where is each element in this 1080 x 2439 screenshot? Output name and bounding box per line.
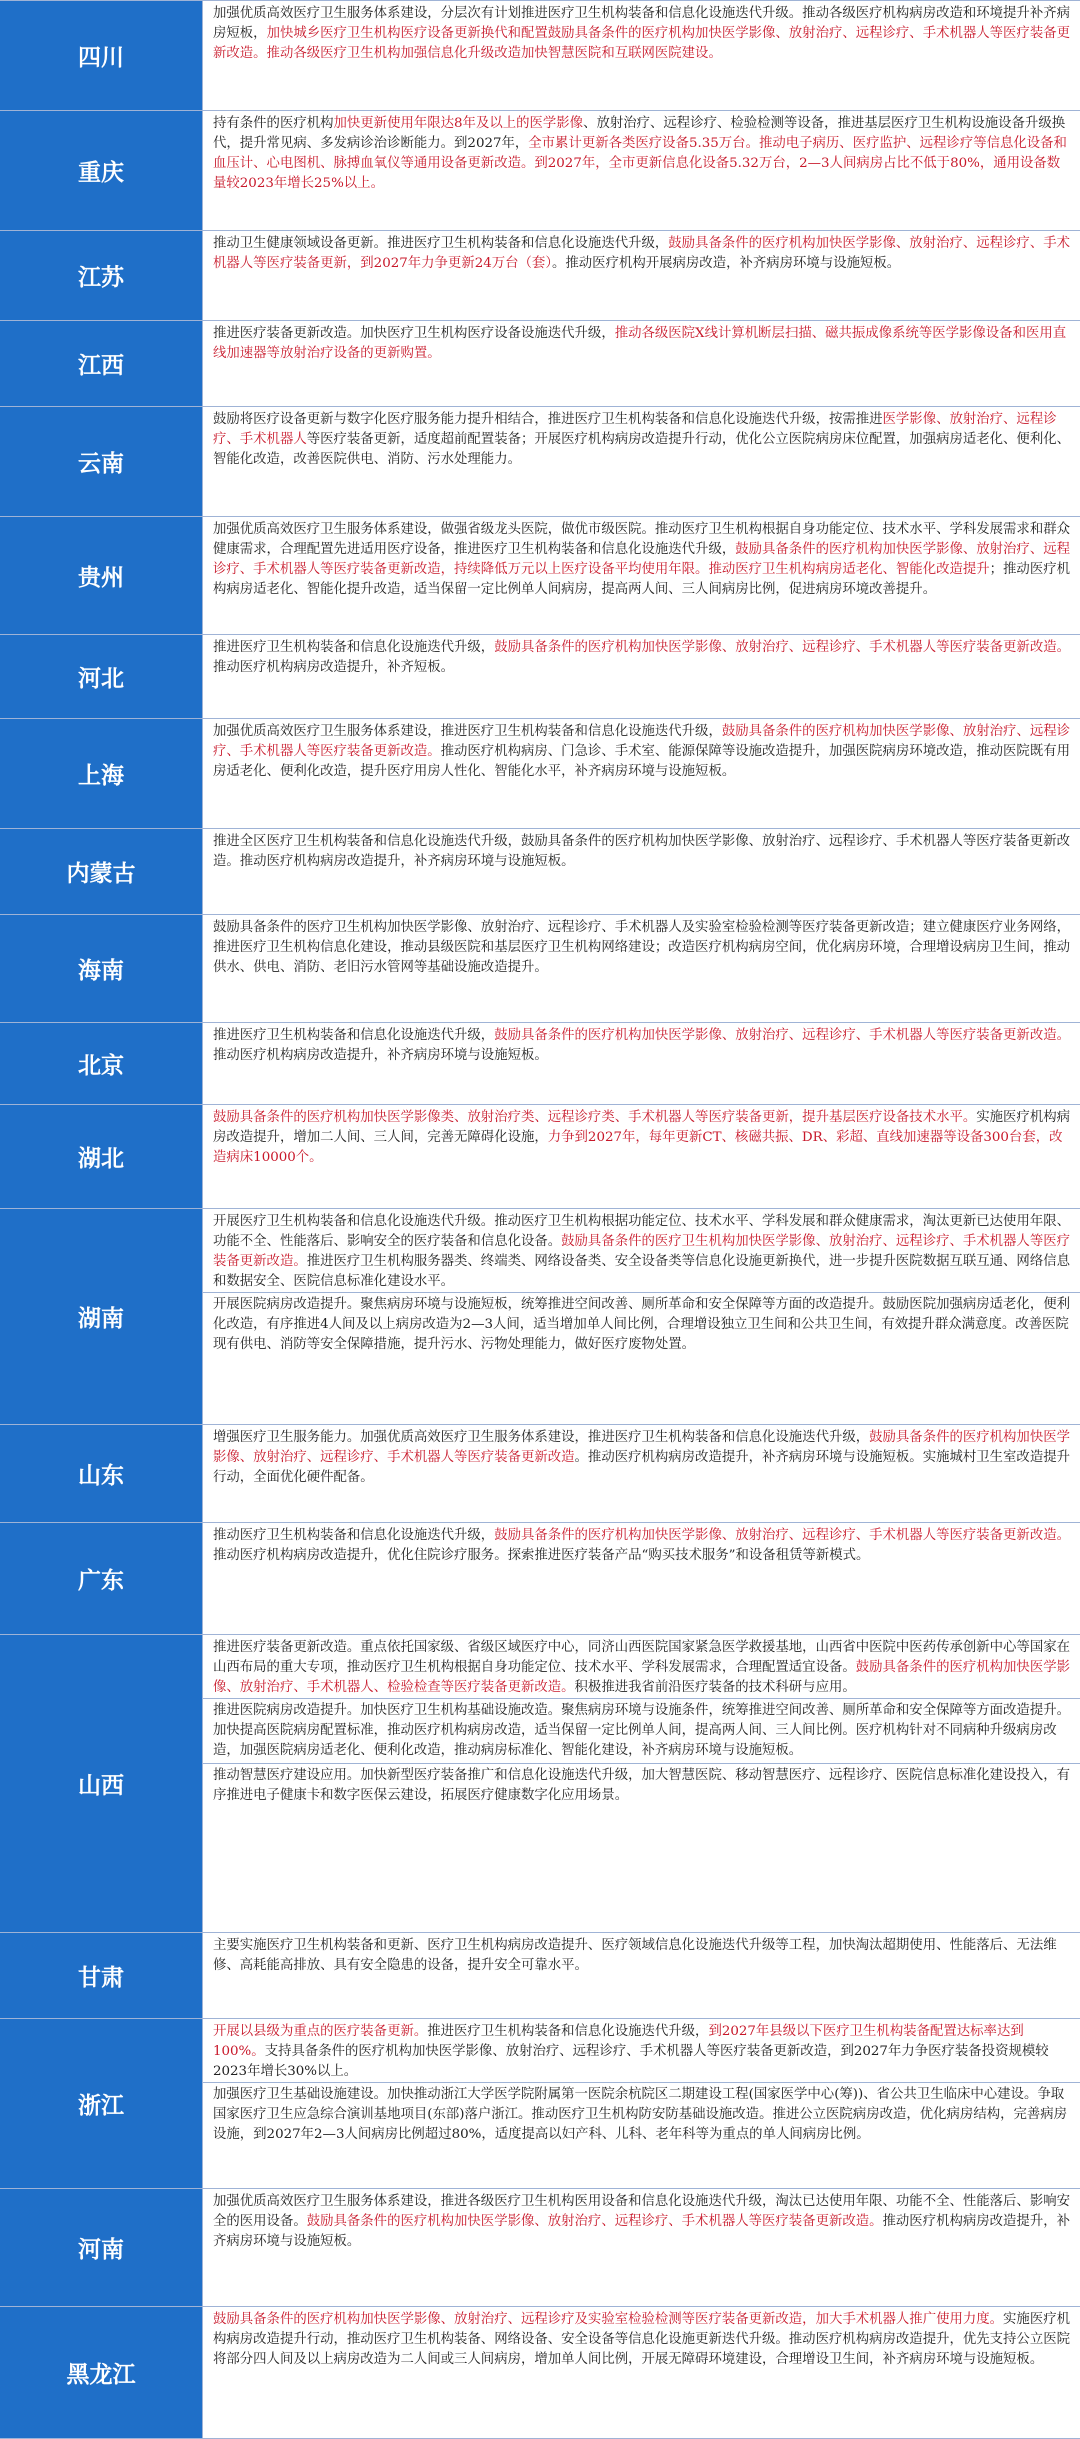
body-text: 持有条件的医疗机构 — [213, 116, 334, 131]
body-text: 推动医疗机构病房、门急诊、手术室、能源保障等设施改造提升，加强医院病房环境改造，推动医院既有用房适老化、便利化改造，提升医疗用房人性化、智能化水平，补齐病房环境与设施短板。 — [213, 744, 1070, 779]
province-name: 河南 — [0, 2189, 203, 2306]
table-row — [0, 1523, 1080, 1635]
policy-description — [203, 111, 1080, 230]
body-text: 推动医疗机构病房改造提升，补齐病房环境与设施短板。 — [213, 2214, 1070, 2249]
body-text: 推进医疗卫生机构装备和信息化设施迭代升级， — [427, 2024, 709, 2039]
province-name: 河北 — [0, 635, 203, 718]
body-text: 推动医疗机构病房改造提升，优化住院诊疗服务。探索推进医疗装备产品“购买技术服务”和设备租赁等新模式。 — [213, 1548, 870, 1563]
body-text: 增强医疗卫生服务能力。加强优质高效医疗卫生服务体系建设，推进医疗卫生机构装备和信息化设施迭代升级， — [213, 1430, 870, 1445]
policy-paragraph — [213, 1428, 1072, 1488]
policy-description — [203, 321, 1080, 406]
table-row — [0, 1635, 1080, 1933]
policy-paragraph — [203, 2082, 1080, 2147]
policy-description — [203, 1105, 1080, 1208]
province-name: 山西 — [0, 1635, 203, 1932]
body-text: 推动医疗卫生机构装备和信息化设施迭代升级， — [213, 1528, 495, 1543]
body-text: 鼓励具备条件的医疗卫生机构加快医学影像、放射治疗、远程诊疗、手术机器人及实验室检验检测等医疗装备更新改造；建立健康医疗业务网络，推进医疗卫生机构信息化建设，推动县级医院和基层医疗卫生机构网络建设；改造医疗机构病房空间，优化病房环境，合理增设病房卫生间，推动供水、供电、消防、老旧污水管网等基础设施改造提升。 — [213, 920, 1070, 975]
table-row — [0, 915, 1080, 1023]
table-row — [0, 2307, 1080, 2439]
table-row — [0, 1933, 1080, 2019]
highlighted-text: 鼓励具备条件的医疗机构加快医学影像、放射治疗、远程诊疗、手术机器人等医疗装备更新改造，持续降低万元以上医疗设备平均使用年限。推动医疗卫生机构病房适老化、智能化改造提升 — [213, 542, 1070, 577]
province-name: 重庆 — [0, 111, 203, 230]
body-text: 积极推进我省前沿医疗装备的技术科研与应用。 — [574, 1680, 856, 1695]
body-text: 加强优质高效医疗卫生服务体系建设，推进各级医疗卫生机构医用设备和信息化设施迭代升级，淘汰已达使用年限、功能不全、性能落后、影响安全的医用设备。 — [213, 2194, 1070, 2229]
province-name: 贵州 — [0, 517, 203, 634]
body-text: 推动智慧医疗建设应用。加快新型医疗装备推广和信息化设施迭代升级，加大智慧医院、移动智慧医疗、远程诊疗、医院信息标准化建设投入，有序推进电子健康卡和数字医保云建设，拓展医疗健康数字化应用场景。 — [213, 1768, 1070, 1803]
highlighted-text: 鼓励具备条件的医疗机构加快医学影像类、放射治疗类、远程诊疗类、手术机器人等医疗装备更新，提升基层医疗设备技术水平。 — [213, 1110, 977, 1125]
province-name: 北京 — [0, 1023, 203, 1104]
policy-paragraph — [213, 722, 1072, 782]
highlighted-text: 力争到2027年，每年更新CT、核磁共振、DR、彩超、直线加速器等设备300台套，改造病床10000个。 — [213, 1130, 1063, 1165]
province-name: 内蒙古 — [0, 829, 203, 914]
province-name: 甘肃 — [0, 1933, 203, 2018]
body-text: 推进医疗卫生机构装备和信息化设施迭代升级， — [213, 640, 495, 655]
policy-paragraph — [213, 114, 1072, 194]
policy-paragraph — [213, 1108, 1072, 1168]
highlighted-text: 鼓励具备条件的医疗机构加快医学影像、放射治疗、远程诊疗、手术机器人等医疗装备更新改造。 — [494, 640, 1070, 655]
province-name: 云南 — [0, 407, 203, 516]
highlighted-text: 医学影像、放射治疗、远程诊疗、手术机器人 — [213, 412, 1057, 447]
table-row — [0, 1023, 1080, 1105]
policy-paragraph — [213, 1026, 1072, 1066]
policy-description — [203, 1933, 1080, 2018]
policy-paragraph — [213, 1212, 1072, 1292]
province-name: 四川 — [0, 1, 203, 110]
policy-paragraph — [213, 638, 1072, 678]
policy-paragraph — [213, 1638, 1072, 1698]
highlighted-text: 鼓励具备条件的医疗机构加快医学影像、放射治疗、远程诊疗、手术机器人等医疗装备更新改造。 — [494, 1028, 1070, 1043]
highlighted-text: 加快更新使用年限达8年及以上的医学影像 — [333, 116, 584, 131]
table-row — [0, 407, 1080, 517]
policy-description — [203, 1425, 1080, 1522]
policy-description — [203, 517, 1080, 634]
body-text: 开展医疗卫生机构装备和信息化设施迭代升级。推动医疗卫生机构根据功能定位、技术水平、学科发展和群众健康需求，淘汰更新已达使用年限、功能不全、性能落后、影响安全的医疗装备和信息化设备。 — [213, 1214, 1070, 1249]
table-row — [0, 2019, 1080, 2189]
province-name: 江西 — [0, 321, 203, 406]
highlighted-text: 鼓励具备条件的医疗机构加快医学影像、放射治疗、手术机器人、检验检查等医疗装备更新改造。 — [213, 1660, 1070, 1695]
body-text: 实施医疗机构病房改造提升行动，推动医疗卫生机构装备、网络设备、安全设备等信息化设施更新迭代升级。推动医疗机构病房改造提升，优先支持公立医院将部分四人间及以上病房改造为二人间或三人间病房，增加单人间比例，开展无障碍环境建设，合理增设卫生间，补齐病房环境与设施短板。 — [213, 2312, 1070, 2367]
table-row — [0, 1209, 1080, 1425]
body-text: 。推动医疗机构开展病房改造，补齐病房环境与设施短板。 — [552, 256, 901, 271]
province-name: 湖北 — [0, 1105, 203, 1208]
table-row — [0, 1, 1080, 111]
policy-description — [203, 2307, 1080, 2438]
body-text: 推进医疗卫生机构服务器类、终端类、网络设备类、安全设备类等信息化设施更新换代，进一步提升医院数据互联互通、网络信息和数据安全、医院信息标准化建设水平。 — [213, 1254, 1070, 1289]
policy-description — [203, 1523, 1080, 1634]
policy-paragraph — [213, 234, 1072, 274]
table-row — [0, 635, 1080, 719]
table-row — [0, 2189, 1080, 2307]
policy-description — [203, 1, 1080, 110]
table-row — [0, 1425, 1080, 1523]
policy-paragraph — [213, 2022, 1072, 2082]
body-text: 实施医疗机构病房改造提升，增加二人间、三人间，完善无障碍化设施， — [213, 1110, 1070, 1145]
province-name: 山东 — [0, 1425, 203, 1522]
table-row — [0, 719, 1080, 829]
policy-paragraph — [213, 1526, 1072, 1566]
policy-description — [203, 1209, 1080, 1424]
policy-description — [203, 2189, 1080, 2306]
policy-paragraph — [213, 520, 1072, 600]
province-name: 湖南 — [0, 1209, 203, 1424]
province-name: 浙江 — [0, 2019, 203, 2188]
policy-description — [203, 719, 1080, 828]
policy-description — [203, 1023, 1080, 1104]
highlighted-text: 加快城乡医疗卫生机构医疗设备更新换代和配置鼓励具备条件的医疗机构加快医学影像、放射治疗、远程诊疗、手术机器人等医疗装备更新改造。推动各级医疗卫生机构加强信息化升级改造加快智慧医院和互联网医院建设。 — [213, 26, 1070, 61]
body-text: 、放射治疗、远程诊疗、检验检测等设备，推进基层医疗卫生机构设施设备升级换代，提升常见病、多发病诊治诊断能力。到2027年， — [213, 116, 1066, 151]
policy-paragraph — [213, 410, 1072, 470]
province-name: 黑龙江 — [0, 2307, 203, 2438]
body-text: 加强优质高效医疗卫生服务体系建设，分层次有计划推进医疗卫生机构装备和信息化设施迭代升级。推动各级医疗机构病房改造和环境提升补齐病房短板， — [213, 6, 1070, 41]
province-name: 海南 — [0, 915, 203, 1022]
body-text: 推进医疗装备更新改造。重点依托国家级、省级区域医疗中心，同济山西医院国家紧急医学救援基地，山西省中医院中医药传承创新中心等国家在山西布局的重大专项，推动医疗卫生机构根据自身功能定位、技术水平、学科发展需求，合理配置适宜设备。 — [213, 1640, 1070, 1675]
body-text: 推动医疗机构病房改造提升，补齐短板。 — [213, 660, 455, 675]
table-row — [0, 829, 1080, 915]
body-text: 鼓励将医疗设备更新与数字化医疗服务能力提升相结合，推进医疗卫生机构装备和信息化设施迭代升级，按需推进 — [213, 412, 883, 427]
body-text: 等医疗装备更新，适度超前配置装备；开展医疗机构病房改造提升行动，优化公立医院病房床位配置，加强病房适老化、便利化、智能化改造，改善医院供电、消防、污水处理能力。 — [213, 432, 1070, 467]
policy-description — [203, 1635, 1080, 1932]
body-text: 推进全区医疗卫生机构装备和信息化设施迭代升级，鼓励具备条件的医疗机构加快医学影像、放射治疗、远程诊疗、手术机器人等医疗装备更新改造。推动医疗机构病房改造提升，补齐病房环境与设施短板。 — [213, 834, 1070, 869]
body-text: 。推动医疗机构病房改造提升，补齐病房环境与设施短板。实施城村卫生室改造提升行动，全面优化硬件配备。 — [213, 1450, 1070, 1485]
body-text: 推动卫生健康领域设备更新。推进医疗卫生机构装备和信息化设施迭代升级， — [213, 236, 669, 251]
table-row — [0, 321, 1080, 407]
policy-description — [203, 231, 1080, 320]
policy-paragraph — [213, 918, 1072, 978]
body-text: 加强优质高效医疗卫生服务体系建设，做强省级龙头医院，做优市级医院。推动医疗卫生机构根据自身功能定位、技术水平、学科发展需求和群众健康需求，合理配置先进适用医疗设备，推进医疗卫生机构装备和信息化设施迭代升级， — [213, 522, 1070, 557]
province-name: 江苏 — [0, 231, 203, 320]
highlighted-text: 鼓励具备条件的医疗机构加快医学影像、放射治疗、远程诊疗、手术机器人等医疗装备更新改造 — [213, 1430, 1070, 1465]
body-text: 加强优质高效医疗卫生服务体系建设，推进医疗卫生机构装备和信息化设施迭代升级， — [213, 724, 722, 739]
highlighted-text: 鼓励具备条件的医疗机构加快医学影像、放射治疗、远程诊疗、手术机器人等医疗装备更新改造。 — [213, 724, 1070, 759]
body-text: 推进医疗装备更新改造。加快医疗卫生机构医疗设备设施迭代升级， — [213, 326, 615, 341]
highlighted-text: 到2027年县级以下医疗卫生机构装备配置达标率达到100%。 — [213, 2024, 1024, 2059]
policy-description — [203, 407, 1080, 516]
body-text: 推进医疗卫生机构装备和信息化设施迭代升级， — [213, 1028, 495, 1043]
body-text: 推进医院病房改造提升。加快医疗卫生机构基础设施改造。聚焦病房环境与设施条件，统筹推进空间改善、厕所革命和安全保障等方面改造提升。加快提高医院病房配置标准，推动医疗机构病房改造，适当保留一定比例单人间，提高两人间、三人间比例。医疗机构针对不同病种升级病房改造，加强医院病房适老化、便利化改造，推动病房标准化、智能化建设，补齐病房环境与设施短板。 — [213, 1703, 1070, 1758]
highlighted-text: 鼓励具备条件的医疗机构加快医学影像、放射治疗、远程诊疗、手术机器人等医疗装备更新，到2027年力争更新24万台（套） — [213, 236, 1070, 271]
policy-paragraph — [203, 1292, 1080, 1357]
highlighted-text: 全市累计更新各类医疗设备5.35万台。推动电子病历、医疗监护、远程诊疗等信息化设备和血压计、心电图机、脉搏血氧仪等通用设备更新改造。到2027年，全市更新信息化设备5.32万台，2—3人间病房占比不低于80%，通用设备数量较2023年增长25%以上。 — [213, 136, 1067, 191]
body-text: 推动医疗机构病房改造提升，补齐病房环境与设施短板。 — [213, 1048, 548, 1063]
province-name: 上海 — [0, 719, 203, 828]
highlighted-text: 推动各级医院X线计算机断层扫描、磁共振成像系统等医学影像设备和医用直线加速器等放射治疗设备的更新购置。 — [213, 326, 1067, 361]
policy-paragraph — [213, 4, 1072, 64]
province-name: 广东 — [0, 1523, 203, 1634]
policy-paragraph — [213, 324, 1072, 364]
policy-description — [203, 2019, 1080, 2188]
policy-paragraph — [203, 1698, 1080, 1763]
policy-description — [203, 915, 1080, 1022]
policy-description — [203, 635, 1080, 718]
table-row — [0, 111, 1080, 231]
table-row — [0, 231, 1080, 321]
table-row — [0, 517, 1080, 635]
policy-paragraph — [213, 2310, 1072, 2370]
body-text: 支持具备条件的医疗机构加快医学影像、放射治疗、远程诊疗、手术机器人等医疗装备更新改造，到2027年力争医疗装备投资规模较2023年增长30%以上。 — [213, 2044, 1049, 2079]
table-row — [0, 1105, 1080, 1209]
highlighted-text: 鼓励具备条件的医疗机构加快医学影像、放射治疗、远程诊疗、手术机器人等医疗装备更新改造。 — [494, 1528, 1070, 1543]
highlighted-text: 鼓励具备条件的医疗卫生机构加快医学影像、放射治疗、远程诊疗、手术机器人等医疗装备更新改造。 — [213, 1234, 1070, 1269]
policy-paragraph — [203, 1763, 1080, 1808]
policy-description — [203, 829, 1080, 914]
highlighted-text: 鼓励具备条件的医疗机构加快医学影像、放射治疗、远程诊疗、手术机器人等医疗装备更新改造。 — [306, 2214, 883, 2229]
highlighted-text: 开展以县级为重点的医疗装备更新。 — [213, 2024, 428, 2039]
body-text: 开展医院病房改造提升。聚焦病房环境与设施短板，统筹推进空间改善、厕所革命和安全保障等方面的改造提升。鼓励医院加强病房适老化，便利化改造，有序推进4人间及以上病房改造为2—3人间，适当增加单人间比例，合理增设独立卫生间和公共卫生间，有效提升群众满意度。改善医院现有供电、消防等安全保障措施，提升污水、污物处理能力，做好医疗废物处置。 — [213, 1297, 1070, 1352]
body-text: 加强医疗卫生基础设施建设。加快推动浙江大学医学院附属第一医院余杭院区二期建设工程(国家医学中心(筹))、省公共卫生临床中心建设。争取国家医疗卫生应急综合演训基地项目(东部)落户浙江。推动医疗卫生机构防安防基础设施改造。推进公立医院病房改造，优化病房结构，完善病房设施，到2027年2—3人间病房比例超过80%，适度提高以妇产科、儿科、老年科等为重点的单人间病房比例。 — [213, 2087, 1068, 2142]
highlighted-text: 鼓励具备条件的医疗机构加快医学影像、放射治疗、远程诊疗及实验室检验检测等医疗装备更新改造，加大手术机器人推广使用力度。 — [213, 2312, 1004, 2327]
policy-paragraph — [213, 832, 1072, 872]
policy-paragraph — [213, 1936, 1072, 1976]
body-text: 主要实施医疗卫生机构装备和更新、医疗卫生机构病房改造提升、医疗领域信息化设施迭代升级等工程，加快淘汰超期使用、性能落后、无法维修、高耗能高排放、具有安全隐患的设备，提升安全可靠水平。 — [213, 1938, 1057, 1973]
policy-paragraph — [213, 2192, 1072, 2252]
body-text: ；推动医疗机构病房适老化、智能化提升改造，适当保留一定比例单人间病房，提高两人间、三人间病房比例，促进病房环境改善提升。 — [213, 562, 1070, 597]
